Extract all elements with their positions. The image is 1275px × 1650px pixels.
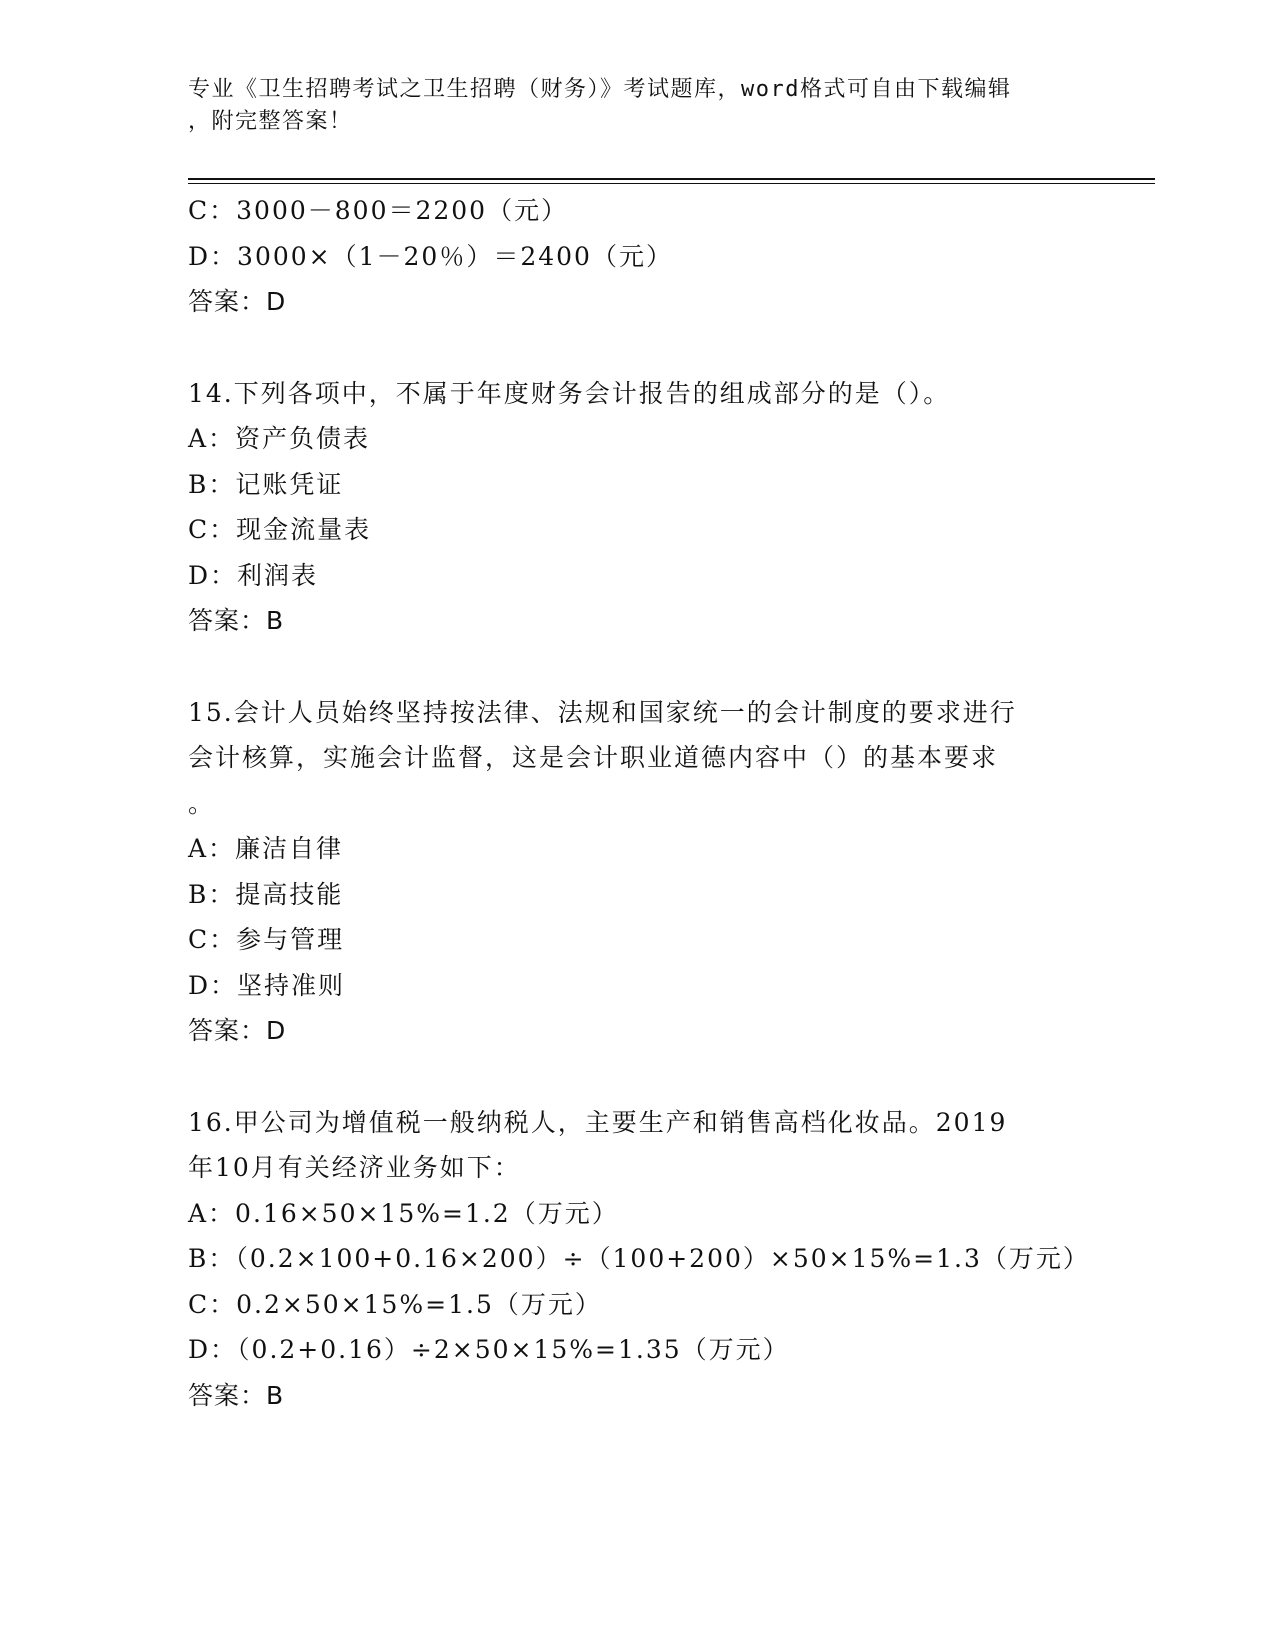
- header-rule-thick: [188, 178, 1155, 180]
- header-line-1: 专业《卫生招聘考试之卫生招聘（财务）》考试题库，word格式可自由下载编辑: [188, 77, 1012, 102]
- spacer: [188, 644, 1088, 690]
- question-stem-line-3: 。: [188, 788, 216, 818]
- question-15: [188, 690, 1088, 1054]
- spacer: [188, 325, 1088, 371]
- question-14: [188, 371, 1088, 644]
- answer-line: 答案：D: [188, 1016, 287, 1045]
- option-a: A：0.16×50×15%=1.2（万元）: [188, 1198, 619, 1228]
- option-d: D：3000×（1－20％）＝2400（元）: [188, 241, 673, 271]
- answer-line: 答案：B: [188, 606, 285, 635]
- question-stem-line-2: 会计核算，实施会计监督，这是会计职业道德内容中（）的基本要求: [188, 743, 999, 772]
- option-b: B：提高技能: [188, 879, 344, 909]
- spacer: [188, 1054, 1088, 1100]
- question-stem: 14.下列各项中，不属于年度财务会计报告的组成部分的是（）。: [188, 378, 951, 408]
- option-b: B：记账凭证: [188, 469, 344, 499]
- question-list: [188, 188, 1088, 1418]
- answer-line: 答案：B: [188, 1380, 285, 1410]
- header-rule-thin: [188, 183, 1155, 184]
- option-a: A：资产负债表: [188, 424, 371, 453]
- option-a: A：廉洁自律: [188, 834, 344, 863]
- question-stem-line-1: 16.甲公司为增值税一般纳税人，主要生产和销售高档化妆品。2019: [188, 1107, 1008, 1137]
- option-c: C：3000－800＝2200（元）: [188, 196, 569, 225]
- option-d: D：利润表: [188, 560, 319, 590]
- question-16: [188, 1100, 1088, 1419]
- option-b: B：（0.2×100+0.16×200）÷（100+200）×50×15%=1.3（万元）: [188, 1244, 1090, 1273]
- option-c: C：参与管理: [188, 925, 345, 954]
- header-line-2: ，附完整答案！: [188, 109, 353, 134]
- question-stem-line-1: 15.会计人员始终坚持按法律、法规和国家统一的会计制度的要求进行: [188, 697, 1017, 727]
- page-header: [188, 74, 1088, 138]
- option-d: D：（0.2+0.16）÷2×50×15%=1.35（万元）: [188, 1335, 790, 1364]
- option-c: C：现金流量表: [188, 515, 372, 544]
- question-13-continued: [188, 188, 1088, 325]
- option-d: D：坚持准则: [188, 970, 346, 1000]
- question-stem-line-2: 年10月有关经济业务如下：: [188, 1153, 521, 1182]
- answer-line: 答案：D: [188, 287, 287, 316]
- option-c: C：0.2×50×15%=1.5（万元）: [188, 1289, 602, 1319]
